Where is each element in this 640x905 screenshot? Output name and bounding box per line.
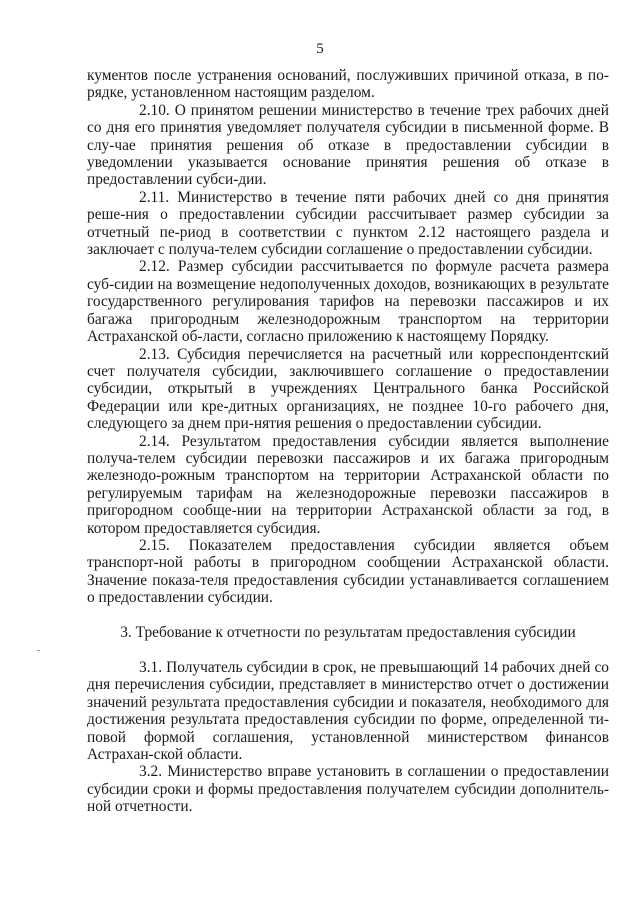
section-3-heading: 3. Требование к отчетности по результатам предоставления субсидии [120, 623, 576, 641]
paragraph-3-2: 3.2. Министерство вправе установить в соглашении о предоставлении субсидии сроки и формы предоставления получателем субсидии дополнитель-ной отчетности. [87, 763, 609, 816]
page-number: 5 [316, 41, 324, 57]
paragraph-2-15: 2.15. Показателем предоставления субсидии является объем транспорт-ной работы в пригородном сообщении Астраханской области. Значение показа-теля предоставления субсидии устанавливается соглашением о предоставлении субсидии. [87, 536, 609, 607]
paragraph-2-13: 2.13. Субсидия перечисляется на расчетный или корреспондентский счет получателя субсидии, заключившего соглашение о предоставлении субсидии, открытый в учреждениях Центрального банка Российской Федерации или кре-дитных организациях, не позднее 10-го рабочего дня, следующего за днем при-нятия решения о предоставлении субсидии. [87, 345, 609, 433]
paragraph-2-14: 2.14. Результатом предоставления субсидии является выполнение получа-телем субсидии перевозки пассажиров и их багажа пригородным железнодо-рожным транспортом на территории Астраханской области по регулируемым тарифам на железнодорожные перевозки пассажиров в пригородном сообще-нии на территории Астраханской области за год, в котором предоставляется субсидия. [87, 432, 609, 537]
paragraph-2-10: 2.10. О принятом решении министерство в течение трех рабочих дней со дня его принятия уведомляет получателя субсидии в письменной форме. В слу-чае принятия решения об отказе в предоставлении субсидии в уведомлении указывается основание принятия решения об отказе в предоставлении субси-дии. [87, 101, 609, 189]
scan-artifact [37, 650, 40, 651]
document-body [87, 67, 609, 816]
paragraph-continuation: кументов после устранения оснований, послуживших причиной отказа, в по-рядке, установленном настоящим разделом. [87, 67, 609, 102]
paragraph-3-1: 3.1. Получатель субсидии в срок, не превышающий 14 рабочих дней со дня перечисления субсидии, представляет в министерство отчет о достижении значений результата предоставления субсидии и показателя, необходимого для достижения результата предоставления субсидии по форме, определенной ти-повой формой соглашения, установленной министерством финансов Астрахан-ской области. [87, 659, 609, 764]
paragraph-2-12: 2.12. Размер субсидии рассчитывается по формуле расчета размера суб-сидии на возмещение недополученных доходов, возникающих в результате государственного регулирования тарифов на перевозки пассажиров и их багажа пригородным железнодорожным транспортом на территории Астраханской об-ласти, согласно приложению к настоящему Порядку. [87, 258, 609, 346]
paragraph-2-11: 2.11. Министерство в течение пяти рабочих дней со дня принятия реше-ния о предоставлении субсидии рассчитывает размер субсидии за отчетный пе-риод в соответствии с пунктом 2.12 настоящего раздела и заключает с получа-телем субсидии соглашение о предоставлении субсидии. [87, 188, 609, 259]
